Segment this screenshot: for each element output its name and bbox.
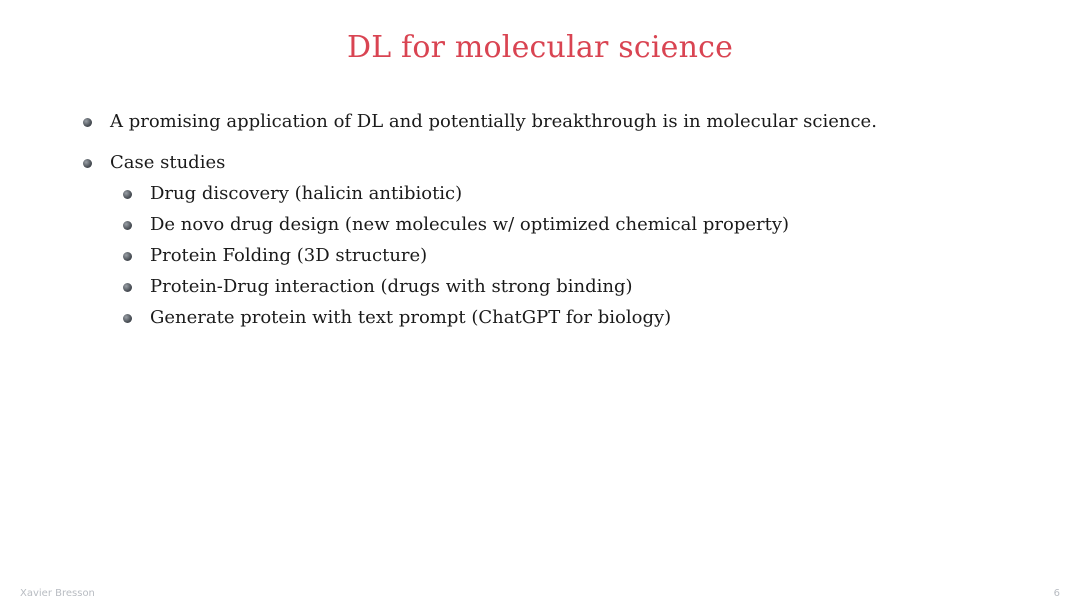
case-studies-list bbox=[80, 182, 1040, 330]
sub-bullet-item: Protein Folding (3D structure) bbox=[120, 244, 1040, 268]
sub-bullet-item: Protein-Drug interaction (drugs with strong binding) bbox=[120, 275, 1040, 299]
bullet-item: A promising application of DL and potentially breakthrough is in molecular science. bbox=[80, 110, 1040, 134]
footer-page-number: 6 bbox=[1053, 588, 1060, 599]
sub-bullet-item: Generate protein with text prompt (ChatGPT for biology) bbox=[120, 306, 1040, 330]
sub-bullet-item: Drug discovery (halicin antibiotic) bbox=[120, 182, 1040, 206]
slide-content bbox=[80, 110, 1040, 337]
slide-title: DL for molecular science bbox=[346, 30, 734, 65]
sub-bullet-item: De novo drug design (new molecules w/ optimized chemical property) bbox=[120, 213, 1040, 237]
bullet-item: Case studies bbox=[80, 151, 1040, 175]
footer-author: Xavier Bresson bbox=[20, 588, 95, 599]
